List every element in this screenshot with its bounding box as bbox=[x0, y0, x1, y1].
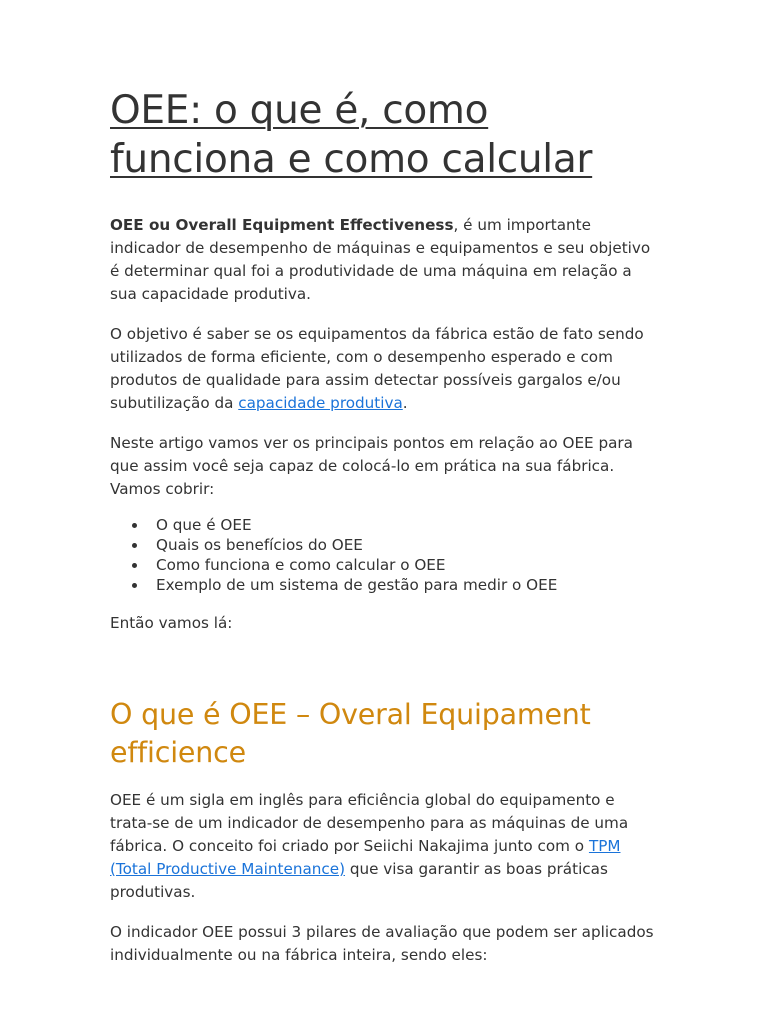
section-heading-oee: O que é OEE – Overal Equipament efficience bbox=[110, 698, 591, 769]
article bbox=[110, 86, 660, 967]
coverage-paragraph: Neste artigo vamos ver os principais pontos em relação ao OEE para que assim você seja capaz de colocá-lo em prática na sua fábrica. Vamos cobrir: bbox=[110, 434, 633, 498]
tpm-link[interactable]: TPM (Total Productive Maintenance) bbox=[110, 837, 621, 878]
definition-paragraph bbox=[110, 789, 660, 904]
capacidade-produtiva-link[interactable]: capacidade produtiva bbox=[238, 394, 403, 412]
definition-text: OEE é um sigla em inglês para eficiência global do equipamento e trata-se de um indicador de desempenho para as máquinas de uma fábrica. O conceito foi criado por Seiichi Nakajima junto com o bbox=[110, 791, 629, 855]
list-item bbox=[156, 515, 660, 535]
objective-paragraph bbox=[110, 323, 660, 415]
definition-text-end: que visa garantir as boas práticas produtivas. bbox=[110, 860, 608, 901]
intro-bold-term: OEE ou Overall Equipment Effectiveness bbox=[110, 216, 454, 234]
bullet-icon bbox=[132, 523, 137, 528]
bullet-icon bbox=[132, 563, 137, 568]
article-title[interactable]: OEE: o que é, como funciona e como calcular bbox=[110, 88, 593, 182]
list-item bbox=[156, 555, 660, 575]
pillars-paragraph: O indicador OEE possui 3 pilares de avaliação que podem ser aplicados individualmente ou na fábrica inteira, sendo eles: bbox=[110, 923, 654, 964]
list-item-label: O que é OEE bbox=[156, 516, 252, 534]
list-item-label: Quais os benefícios do OEE bbox=[156, 536, 363, 554]
intro-text: , é um importante indicador de desempenho de máquinas e equipamentos e seu objetivo é determinar qual foi a produtividade de uma máquina em relação a sua capacidade produtiva. bbox=[110, 216, 651, 303]
list-item-label: Como funciona e como calcular o OEE bbox=[156, 556, 446, 574]
bullet-icon bbox=[132, 543, 137, 548]
topics-list bbox=[110, 515, 660, 595]
list-item-label: Exemplo de um sistema de gestão para medir o OEE bbox=[156, 576, 558, 594]
list-item bbox=[156, 575, 660, 595]
bullet-icon bbox=[132, 583, 137, 588]
lets-go-paragraph: Então vamos lá: bbox=[110, 614, 233, 632]
objective-text: O objetivo é saber se os equipamentos da fábrica estão de fato sendo utilizados de forma eficiente, com o desempenho esperado e com produtos de qualidade para assim detectar possíveis gargalos e/ou subutilização da bbox=[110, 325, 644, 412]
intro-paragraph bbox=[110, 214, 660, 306]
list-item bbox=[156, 535, 660, 555]
objective-text-end: . bbox=[402, 394, 408, 412]
